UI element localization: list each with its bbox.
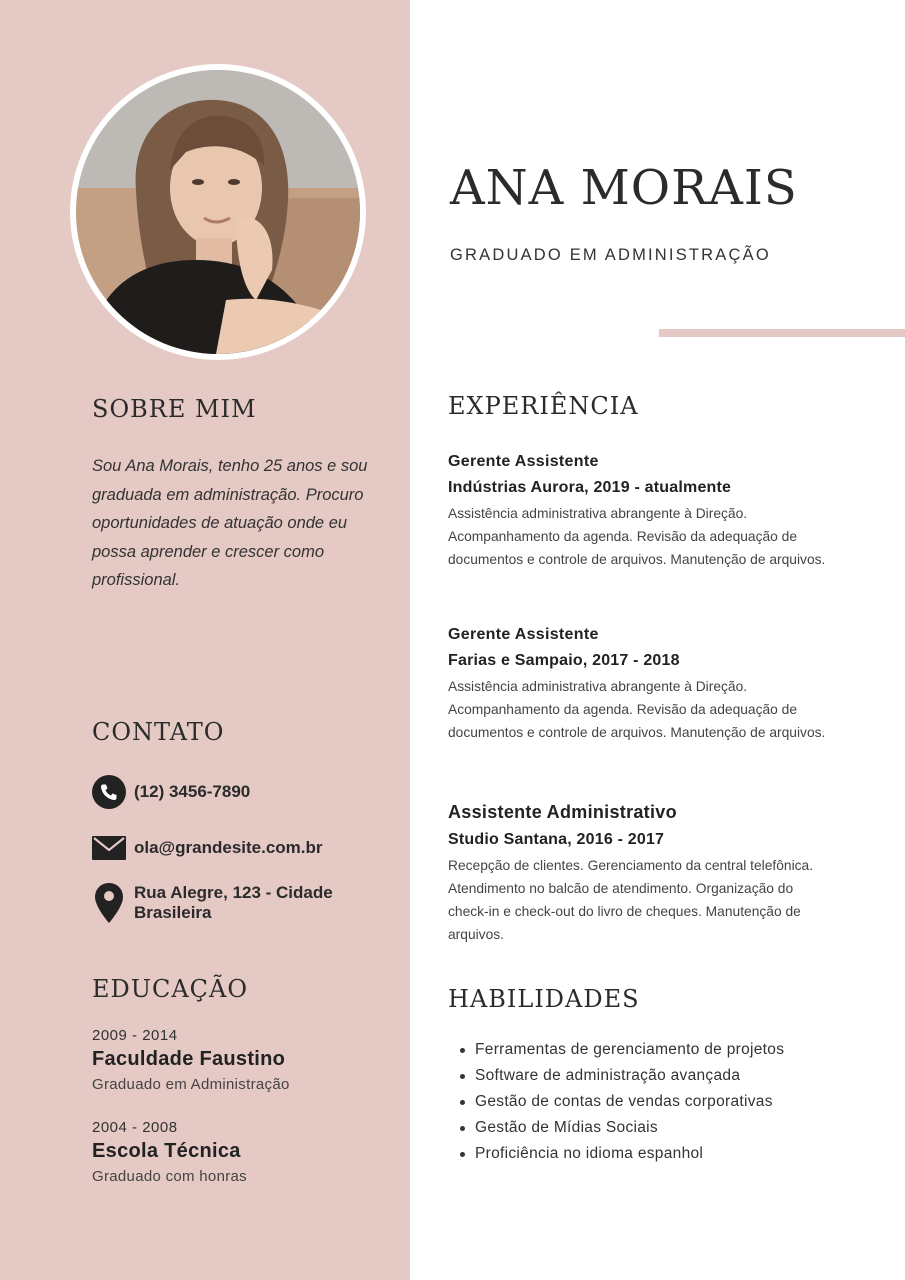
job-title: Gerente Assistente [448, 626, 599, 643]
contact-email [92, 831, 323, 865]
job-company: Studio Santana, 2016 - 2017 [448, 831, 665, 848]
email-address[interactable]: ola@grandesite.com.br [134, 838, 323, 857]
contact-address [92, 882, 374, 924]
contact-phone [92, 775, 250, 809]
job-title: Assistente Administrativo [448, 802, 677, 822]
job-company: Indústrias Aurora, 2019 - atualmente [448, 479, 732, 496]
skill-item: Gestão de contas de vendas corporativas [458, 1089, 838, 1115]
about-text: Sou Ana Morais, tenho 25 anos e sou graduada em administração. Procuro oportunidades de atuação onde eu possa aprender e crescer como profissional. [92, 457, 368, 589]
phone-icon [92, 775, 126, 809]
profile-photo [76, 70, 360, 354]
profile-photo-frame [70, 64, 366, 360]
experience-item [448, 626, 828, 744]
skills-list [458, 1037, 838, 1167]
experience-item [448, 802, 828, 946]
accent-divider [659, 329, 905, 337]
candidate-subtitle: GRADUADO EM ADMINISTRAÇÃO [450, 246, 771, 264]
education-years: 2009 - 2014 [92, 1027, 178, 1044]
about-heading: SOBRE MIM [92, 395, 257, 423]
job-description: Assistência administrativa abrangente à Direção. Acompanhamento da agenda. Revisão da adequação de documentos e controle de arquivos. Manutenção de arquivos. [448, 506, 826, 567]
skill-item: Gestão de Mídias Sociais [458, 1115, 838, 1141]
education-degree: Graduado com honras [92, 1168, 247, 1185]
job-company: Farias e Sampaio, 2017 - 2018 [448, 652, 680, 669]
education-school: Faculdade Faustino [92, 1048, 286, 1070]
location-pin-icon [92, 882, 126, 924]
skill-item: Ferramentas de gerenciamento de projetos [458, 1037, 788, 1063]
education-item [92, 1027, 392, 1093]
education-degree: Graduado em Administração [92, 1076, 290, 1093]
education-item [92, 1119, 392, 1185]
education-years: 2004 - 2008 [92, 1119, 178, 1136]
skill-item: Proficiência no idioma espanhol [458, 1141, 838, 1167]
sidebar [0, 0, 410, 1280]
phone-number[interactable]: (12) 3456-7890 [134, 782, 251, 801]
education-school: Escola Técnica [92, 1140, 241, 1162]
skills-heading: HABILIDADES [448, 985, 640, 1013]
experience-item [448, 453, 828, 571]
job-description: Assistência administrativa abrangente à Direção. Acompanhamento da agenda. Revisão da adequação de documentos e controle de arquivos. Manutenção de arquivos. [448, 679, 826, 740]
job-description: Recepção de clientes. Gerenciamento da central telefônica. Atendimento no balcão de atendimento. Organização do check-in e check-out do livro de cheques. Manutenção de arquivos. [448, 858, 814, 942]
skill-item: Software de administração avançada [458, 1063, 838, 1089]
address-text: Rua Alegre, 123 - Cidade Brasileira [134, 883, 333, 922]
contact-heading: CONTATO [92, 718, 225, 746]
portrait-illustration [76, 70, 360, 354]
envelope-icon [92, 831, 126, 865]
candidate-name: ANA MORAIS [450, 160, 798, 216]
experience-heading: EXPERIÊNCIA [448, 392, 639, 420]
education-heading: EDUCAÇÃO [92, 975, 249, 1003]
job-title: Gerente Assistente [448, 453, 599, 470]
